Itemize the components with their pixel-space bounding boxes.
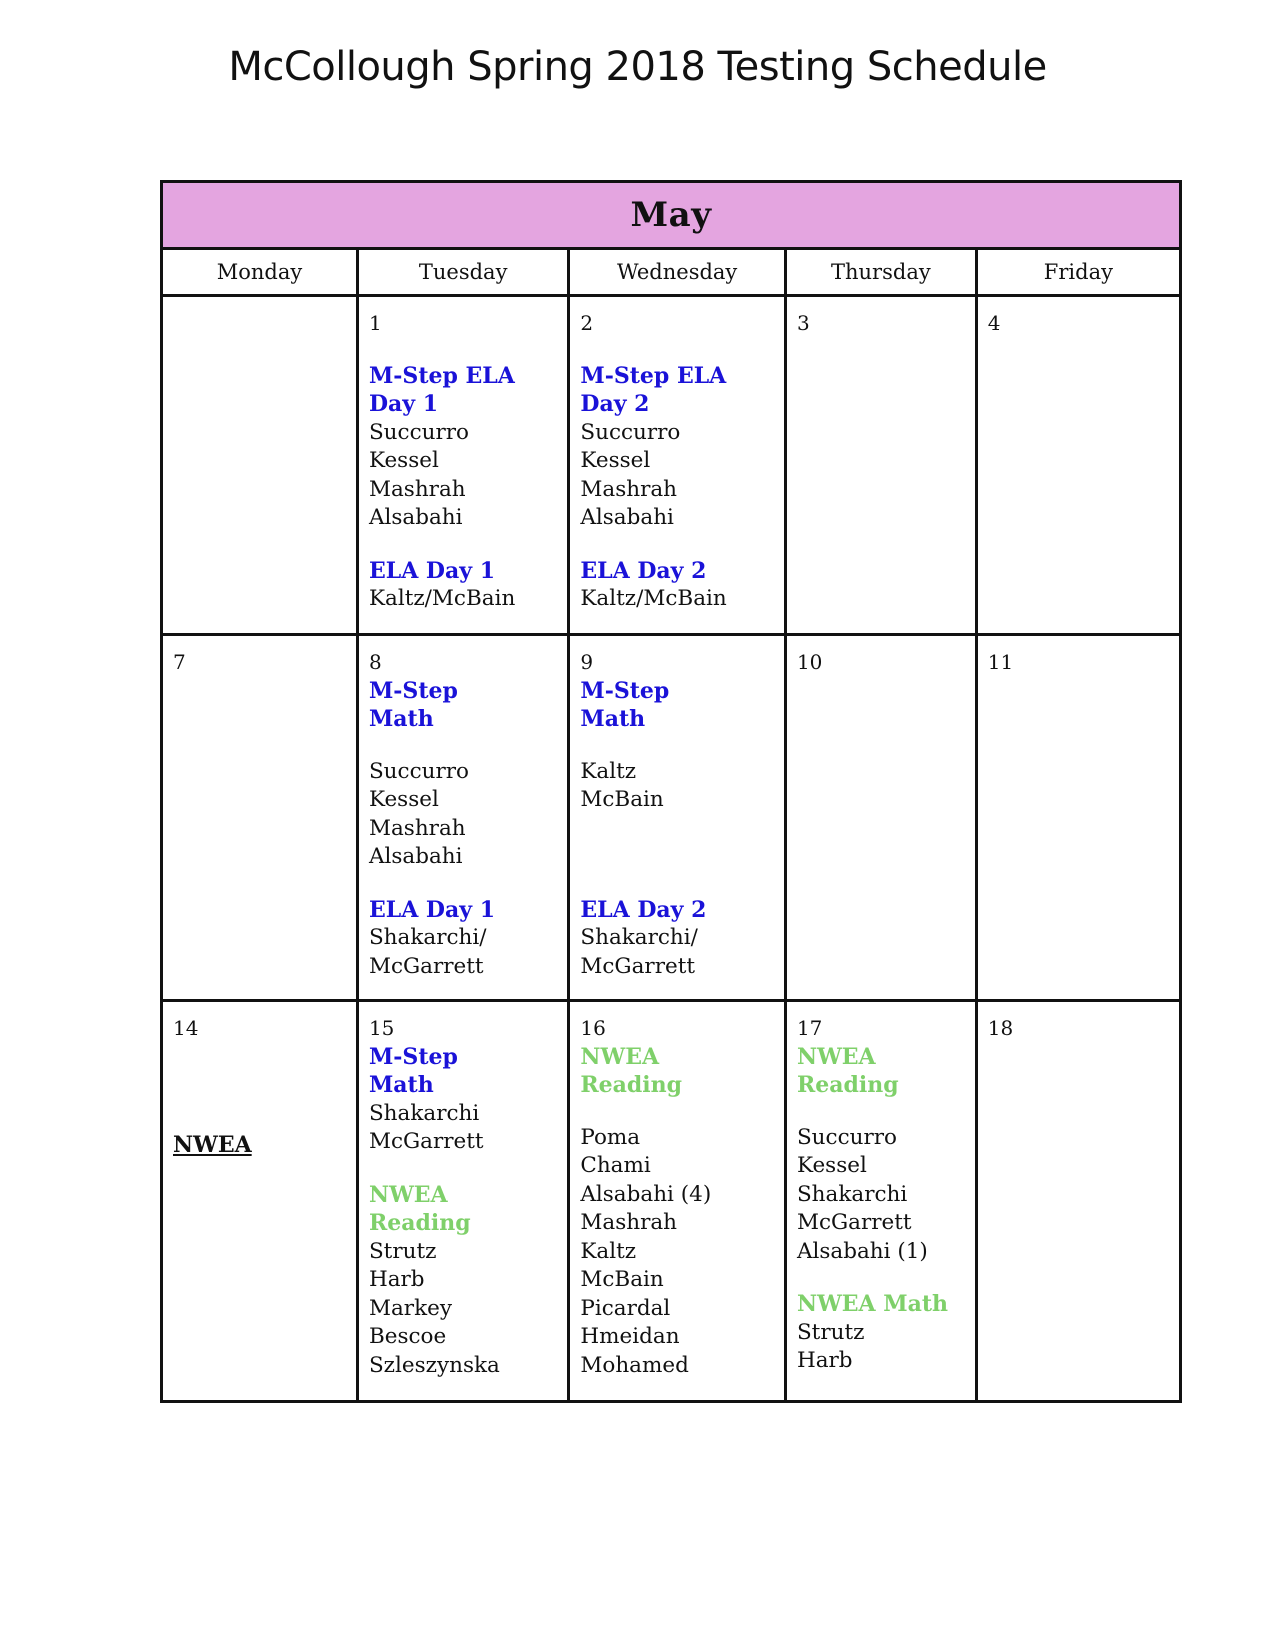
day-cell-may-3 <box>785 296 976 635</box>
event-title-ela: ELA Day 2 <box>580 557 707 584</box>
tester-name: Succurro <box>580 419 681 445</box>
tester-name: Kessel <box>580 448 651 473</box>
weekday-header-tuesday: Tuesday <box>357 249 568 296</box>
event-title-mstep-math: M-Step Math <box>368 677 458 732</box>
calendar-week-3 <box>162 1001 1181 1402</box>
event-title-nwea-reading: NWEA Reading <box>580 1043 683 1098</box>
tester-name: McGarrett <box>368 953 484 979</box>
tester-name: McGarrett <box>368 1129 484 1154</box>
day-cell-may-8 <box>357 635 568 1001</box>
tester-name: McBain <box>580 787 664 812</box>
weekday-header-monday: Monday <box>162 249 358 296</box>
tester-name: Strutz <box>368 1238 437 1264</box>
day-number: 18 <box>987 1016 1014 1040</box>
month-header: May <box>162 182 1181 249</box>
tester-name: Shakarchi <box>796 1181 908 1207</box>
day-cell-may-2 <box>569 296 786 635</box>
tester-name: Strutz <box>796 1319 865 1345</box>
day-number: 10 <box>796 650 823 674</box>
event-title-mstep-math: M-Step Math <box>580 677 670 732</box>
tester-name: Kaltz/McBain <box>368 586 516 611</box>
tester-name: Shakarchi/ <box>580 925 698 950</box>
day-cell-may-18 <box>976 1001 1180 1402</box>
tester-name: Succurro <box>368 419 469 445</box>
weekday-header-friday: Friday <box>976 249 1180 296</box>
day-number: 1 <box>368 311 382 335</box>
day-cell-may-15 <box>357 1001 568 1402</box>
tester-name: Alsabahi <box>368 505 463 530</box>
calendar-table <box>160 180 1182 1403</box>
tester-name: Mashrah <box>580 1210 678 1235</box>
day-cell-empty <box>162 296 358 635</box>
event-title-nwea-reading: NWEA Reading <box>368 1181 471 1236</box>
tester-name: Mashrah <box>580 476 678 502</box>
tester-name: Shakarchi <box>368 1100 480 1126</box>
day-number: 2 <box>580 311 594 335</box>
tester-name: Kessel <box>368 448 439 473</box>
tester-name: Alsabahi <box>580 505 674 530</box>
event-title-nwea-reading: NWEA Reading <box>796 1043 899 1098</box>
day-cell-may-10 <box>785 635 976 1001</box>
tester-name: Mashrah <box>368 476 466 502</box>
event-title-ela: ELA Day 1 <box>368 896 496 923</box>
tester-name: McGarrett <box>580 953 695 979</box>
day-number: 14 <box>173 1016 199 1040</box>
day-cell-may-1 <box>357 296 568 635</box>
day-number: 8 <box>368 650 382 674</box>
nwea-label: NWEA <box>173 1131 252 1158</box>
day-number: 17 <box>796 1016 823 1040</box>
tester-name: Kessel <box>796 1153 867 1178</box>
tester-name: McGarrett <box>796 1210 912 1235</box>
tester-name: Succurro <box>368 758 469 784</box>
weekday-header-thursday: Thursday <box>785 249 976 296</box>
day-cell-may-7 <box>162 635 358 1001</box>
tester-name: Markey <box>368 1295 452 1321</box>
tester-name: Succurro <box>796 1124 897 1150</box>
tester-name: Kaltz/McBain <box>580 586 727 611</box>
day-cell-may-11 <box>976 635 1180 1001</box>
tester-name: Harb <box>368 1267 425 1292</box>
day-number: 15 <box>368 1016 395 1040</box>
tester-name: Picardal <box>580 1295 671 1321</box>
tester-name: Mohamed <box>580 1352 689 1378</box>
tester-name: Kaltz <box>580 1238 637 1264</box>
day-number: 16 <box>580 1016 606 1040</box>
event-title-mstep-ela: M-Step ELA Day 2 <box>580 362 727 417</box>
tester-name: Alsabahi <box>368 844 463 869</box>
day-number: 3 <box>796 311 810 335</box>
tester-name: Poma <box>580 1124 641 1150</box>
calendar-week-2 <box>162 635 1181 1001</box>
tester-name: Hmeidan <box>580 1324 680 1349</box>
day-number: 9 <box>580 650 594 674</box>
day-cell-may-14 <box>162 1001 358 1402</box>
tester-name: McBain <box>580 1267 664 1292</box>
tester-name: Mashrah <box>368 815 466 841</box>
event-title-ela: ELA Day 2 <box>580 896 707 923</box>
day-cell-may-9 <box>569 635 786 1001</box>
event-title-ela: ELA Day 1 <box>368 557 496 584</box>
tester-name: Kessel <box>368 787 439 812</box>
day-cell-may-4 <box>976 296 1180 635</box>
tester-name: Harb <box>796 1348 853 1373</box>
day-cell-may-16 <box>569 1001 786 1402</box>
tester-name: Shakarchi/ <box>368 925 487 950</box>
day-number: 4 <box>987 311 1001 335</box>
tester-name: Chami <box>580 1153 651 1178</box>
tester-name: Szleszynska <box>368 1352 500 1378</box>
page-title: McCollough Spring 2018 Testing Schedule <box>228 44 1047 90</box>
tester-name: Alsabahi (1) <box>796 1238 928 1264</box>
tester-name: Kaltz <box>580 758 637 784</box>
day-number: 7 <box>173 650 186 674</box>
tester-name: Bescoe <box>368 1324 447 1349</box>
weekday-header-wednesday: Wednesday <box>569 249 786 296</box>
day-number: 11 <box>987 650 1014 674</box>
day-cell-may-17 <box>785 1001 976 1402</box>
tester-name: Alsabahi (4) <box>580 1181 712 1207</box>
event-title-mstep-ela: M-Step ELA Day 1 <box>368 362 515 417</box>
calendar-week-1 <box>162 296 1181 635</box>
event-title-nwea-math: NWEA Math <box>796 1291 949 1317</box>
event-title-mstep-math: M-Step Math <box>368 1043 458 1098</box>
